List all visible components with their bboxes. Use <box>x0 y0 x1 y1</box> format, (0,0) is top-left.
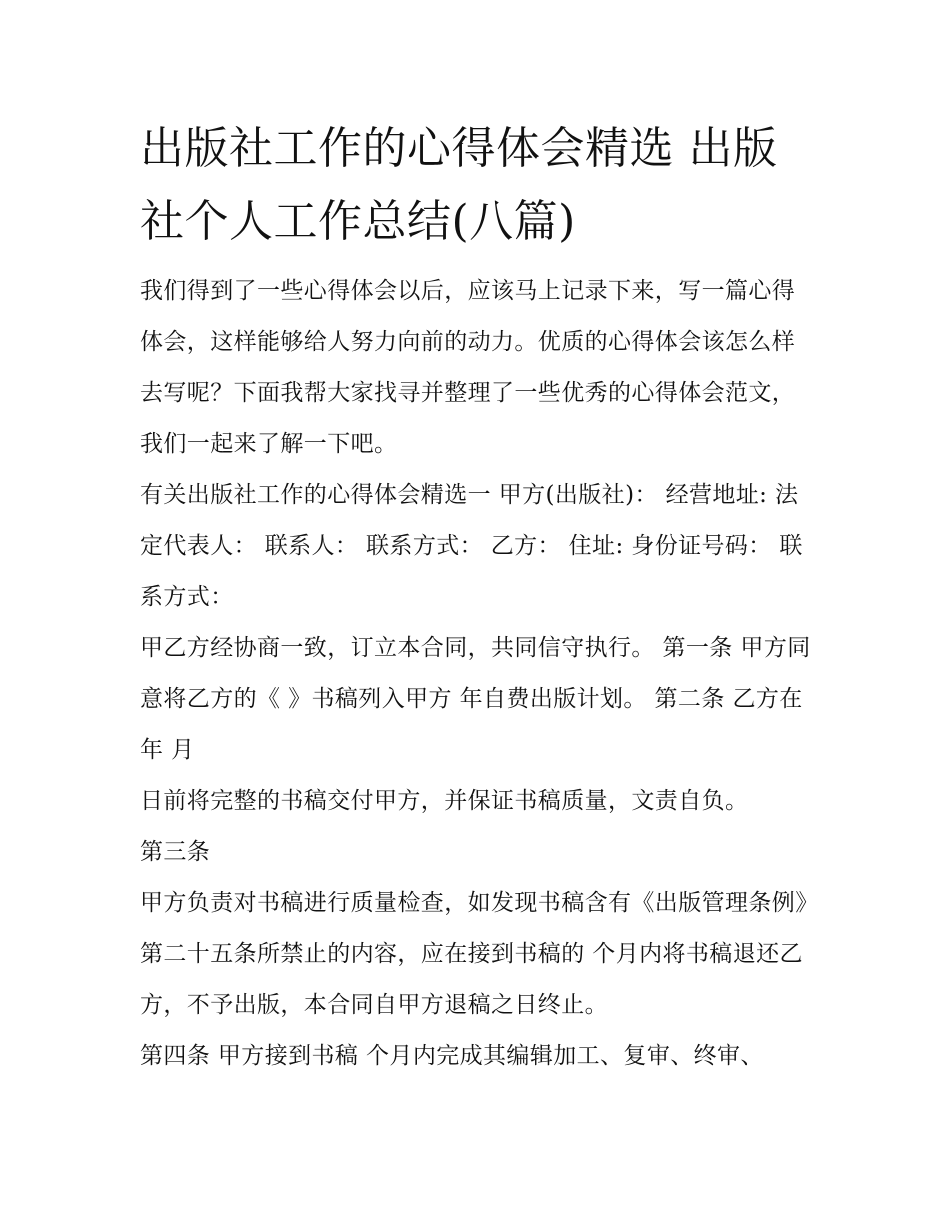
paragraph-intro: 我们得到了一些心得体会以后，应该马上记录下来，写一篇心得体会，这样能够给人努力向前的动力。优质的心得体会该怎么样去写呢？下面我帮大家找寻并整理了一些优秀的心得体会范文，我们一起来了解一下吧。 <box>140 278 796 457</box>
paragraph-article-3: 甲方负责对书稿进行质量检查，如发现书稿含有《出版管理条例》第二十五条所禁止的内容，应在接到书稿的 个月内将书稿退还乙方，不予出版，本合同自甲方退稿之日终止。 <box>140 890 808 1018</box>
paragraph-article-1-2: 甲乙方经协商一致，订立本合同，共同信守执行。 第一条 甲方同意将乙方的《 》书稿列入甲方 年自费出版计划。 第二条 乙方在 年 月 <box>140 635 811 763</box>
paragraph-article-3-heading: 第三条 <box>140 839 211 865</box>
document-body <box>140 112 815 1082</box>
paragraph-deadline: 日前将完整的书稿交付甲方，并保证书稿质量，文责自负。 <box>140 788 749 814</box>
paragraph-parties: 有关出版社工作的心得体会精选一 甲方(出版社)： 经营地址: 法定代表人： 联系人： 联系方式： 乙方： 住址: 身份证号码： 联系方式： <box>140 482 803 610</box>
paragraph-article-4: 第四条 甲方接到书稿 个月内完成其编辑加工、复审、终审、 <box>140 1043 764 1069</box>
document-title: 出版社工作的心得体会精选 出版社个人工作总结(八篇) <box>140 123 778 247</box>
